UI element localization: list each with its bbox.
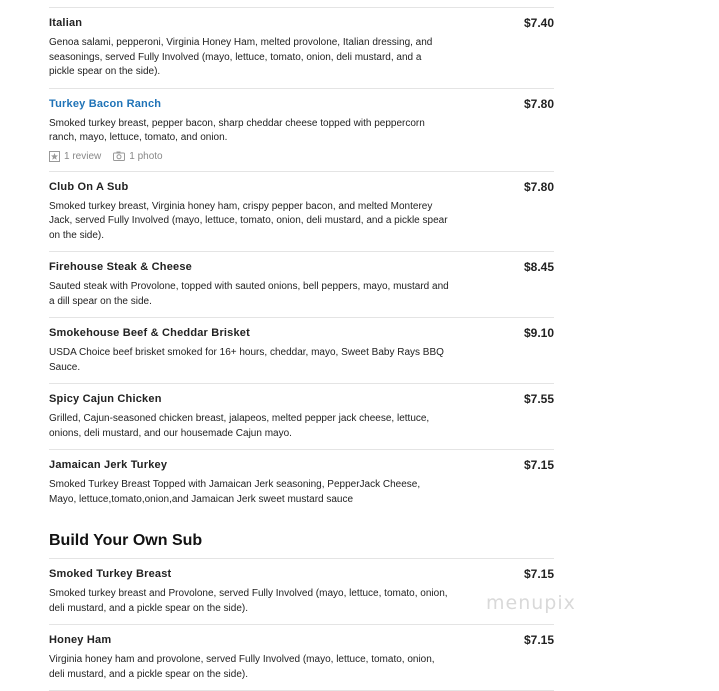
review-count: 1 review	[64, 150, 102, 162]
item-description: Smoked turkey breast, pepper bacon, sharp cheddar cheese topped with peppercorn ranch, mayo, lettuce, tomato, and onion.	[49, 117, 425, 143]
photo-link[interactable]	[113, 150, 162, 163]
item-price: $7.80	[523, 179, 554, 194]
section-heading: Build Your Own Sub	[49, 532, 203, 549]
item-price: $7.15	[523, 567, 554, 581]
item-description: Smoked turkey breast and Provolone, served Fully Involved (mayo, lettuce, tomato, onion, deli mustard, and a pickle spear on the side).	[49, 588, 448, 614]
camera-icon	[113, 151, 125, 161]
item-name: Firehouse Steak & Cheese	[49, 261, 192, 273]
item-description: Virginia honey ham and provolone, served Fully Involved (mayo, lettuce, tomato, onion, deli mustard, and a pickle spear on the side).	[49, 654, 435, 680]
menu-list	[49, 7, 554, 691]
item-price: $8.45	[523, 260, 554, 274]
item-meta	[49, 150, 554, 163]
item-description: Genoa salami, pepperoni, Virginia Honey Ham, melted provolone, Italian dressing, and seasonings, served Fully Involved (mayo, lettuce, tomato, onion, deli mustard, and a pickle spear on the side).	[49, 37, 433, 77]
menu-item	[49, 558, 554, 624]
item-name: Jamaican Jerk Turkey	[49, 459, 168, 471]
item-description: USDA Choice beef brisket smoked for 16+ hours, cheddar, mayo, Sweet Baby Rays BBQ Sauce.	[49, 347, 444, 373]
menu-item	[49, 251, 554, 317]
item-name: Club On A Sub	[49, 180, 129, 193]
item-name: Smokehouse Beef & Cheddar Brisket	[49, 327, 250, 339]
photo-count: 1 photo	[129, 150, 163, 162]
star-icon	[49, 151, 60, 162]
menu-item	[49, 88, 554, 171]
item-price: $7.15	[523, 633, 554, 647]
item-price: $7.40	[523, 16, 554, 30]
item-description: Smoked Turkey Breast Topped with Jamaican Jerk seasoning, PepperJack Cheese, Mayo, lettuce,tomato,onion,and Jamaican Jerk sweet mustard sauce	[49, 479, 421, 505]
menu-item	[49, 449, 554, 515]
item-name: Italian	[49, 17, 83, 29]
review-link[interactable]	[49, 150, 101, 163]
item-description: Smoked turkey breast, Virginia honey ham, crispy pepper bacon, and melted Monterey Jack, served Fully Involved (mayo, lettuce, tomato, onion, deli mustard, and a pickle spear on the side).	[49, 200, 448, 241]
item-price: $7.80	[523, 96, 554, 111]
item-price: $9.10	[523, 326, 554, 340]
menu-item	[49, 624, 554, 691]
item-name: Honey Ham	[49, 634, 112, 646]
item-description: Grilled, Cajun-seasoned chicken breast, jalapeos, melted pepper jack cheese, lettuce, onions, deli mustard, and our housemade Cajun mayo.	[49, 413, 430, 439]
item-price: $7.55	[523, 392, 554, 406]
menu-item	[49, 7, 554, 88]
item-name: Smoked Turkey Breast	[49, 568, 172, 580]
menu-item	[49, 171, 554, 252]
item-description: Sauted steak with Provolone, topped with sauted onions, bell peppers, mayo, mustard and a dill spear on the side.	[49, 281, 449, 307]
item-name: Spicy Cajun Chicken	[49, 393, 162, 405]
item-price: $7.15	[523, 458, 554, 472]
watermark-logo: menupix	[486, 592, 576, 614]
menu-item	[49, 317, 554, 383]
menu-item	[49, 383, 554, 449]
item-name-link[interactable]: Turkey Bacon Ranch	[49, 97, 162, 110]
